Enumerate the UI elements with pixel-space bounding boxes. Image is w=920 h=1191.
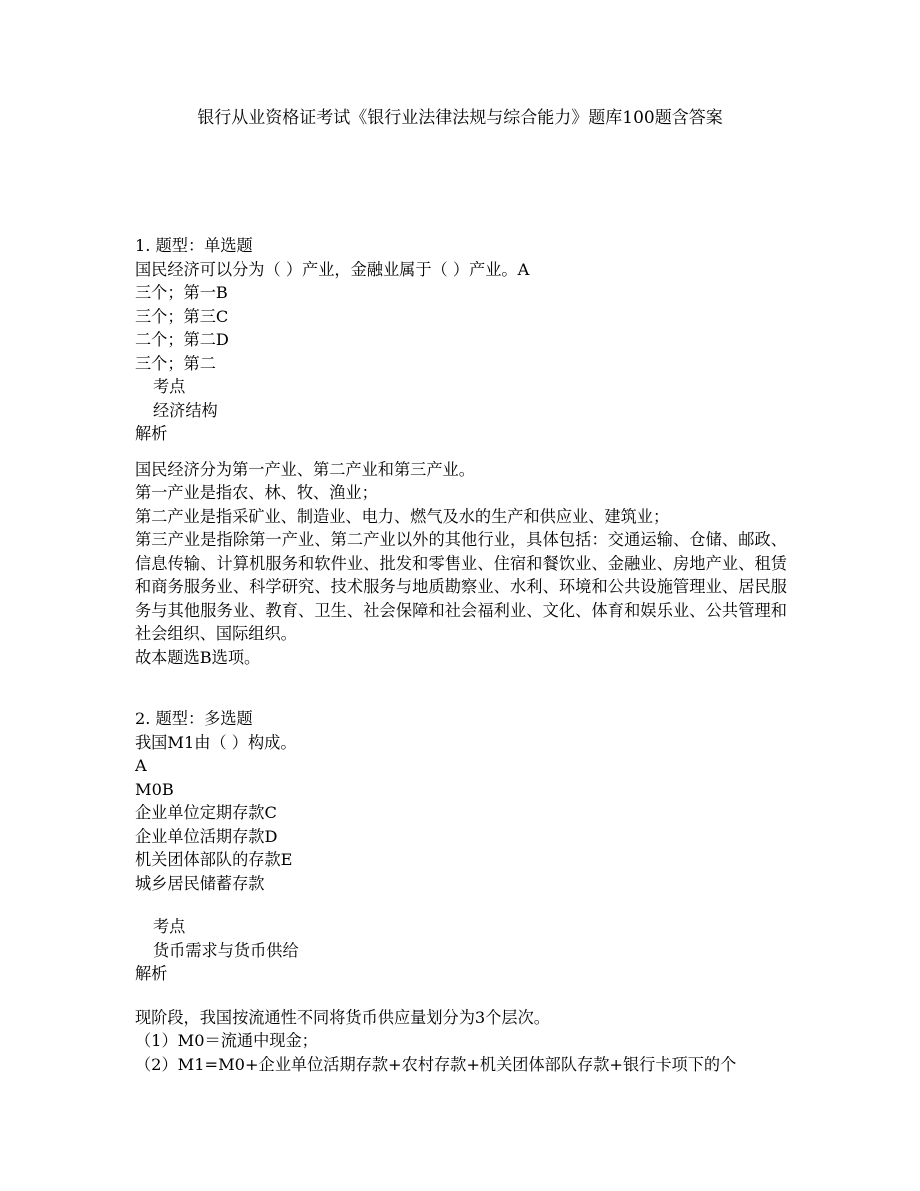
question-1-option-3: 二个；第二D [135, 330, 229, 349]
question-1-analysis-1: 国民经济分为第一产业、第二产业和第三产业。 [135, 459, 475, 479]
question-2-stem: 我国M1由（ ）构成。 [135, 732, 297, 752]
question-1-analysis-2: 第一产业是指农、林、牧、渔业； [135, 483, 378, 502]
question-1-kaodian-label: 考点 [153, 377, 186, 396]
question-1-analysis-4: 第三产业是指除第一产业、第二产业以外的其他行业，具体包括：交通运输、仓储、邮政、信息传输、计算机服务和软件业、批发和零售业、住宿和餐饮业、金融业、房地产业、租赁和商务服务业、科学研究、技术服务与地质勘察业、水利、环境和公共设施管理业、居民服务与其他服务业、教育、卫生、社会保障和社会福利业、文化、体育和娱乐业、公共管理和社会组织、国际组织。 [135, 530, 787, 643]
question-1-jiexi-label: 解析 [135, 424, 168, 443]
question-2-option-2: M0B [135, 779, 174, 799]
question-2-option-6: 城乡居民储蓄存款 [135, 873, 265, 893]
question-1-analysis-3: 第二产业是指采矿业、制造业、电力、燃气及水的生产和供应业、建筑业； [135, 506, 670, 526]
question-2-option-4: 企业单位活期存款D [135, 826, 278, 846]
question-2-analysis-3: （2）M1=M0+企业单位活期存款+农村存款+机关团体部队存款+银行卡项下的个 [135, 1054, 737, 1074]
question-1-option-4: 三个；第二 [135, 353, 216, 373]
question-1-kaodian-value: 经济结构 [153, 400, 218, 420]
question-2 [135, 707, 787, 1076]
document-title: 银行从业资格证考试《银行业法律法规与综合能力》题库100题含答案 [197, 108, 723, 128]
question-1 [135, 234, 787, 669]
question-2-header: 2. 题型：多选题 [135, 709, 253, 728]
question-2-jiexi-label: 解析 [135, 964, 168, 983]
question-2-option-1: A [135, 756, 147, 775]
question-2-kaodian-label: 考点 [153, 917, 186, 936]
question-1-option-2: 三个；第三C [135, 306, 229, 326]
question-2-option-3: 企业单位定期存款C [135, 803, 277, 822]
question-1-analysis-5: 故本题选B选项。 [135, 647, 261, 667]
question-2-analysis-2: （1）M0＝流通中现金； [135, 1031, 318, 1050]
question-1-header: 1. 题型：单选题 [135, 236, 253, 255]
question-2-analysis-1: 现阶段，我国按流通性不同将货币供应量划分为3个层次。 [135, 1007, 550, 1027]
question-2-option-5: 机关团体部队的存款E [135, 850, 293, 869]
document-body [135, 234, 787, 1076]
question-1-option-1: 三个；第一B [135, 283, 228, 302]
question-2-kaodian-value: 货币需求与货币供给 [153, 940, 299, 960]
question-1-stem: 国民经济可以分为（ ）产业，金融业属于（ ）产业。A [135, 259, 530, 279]
